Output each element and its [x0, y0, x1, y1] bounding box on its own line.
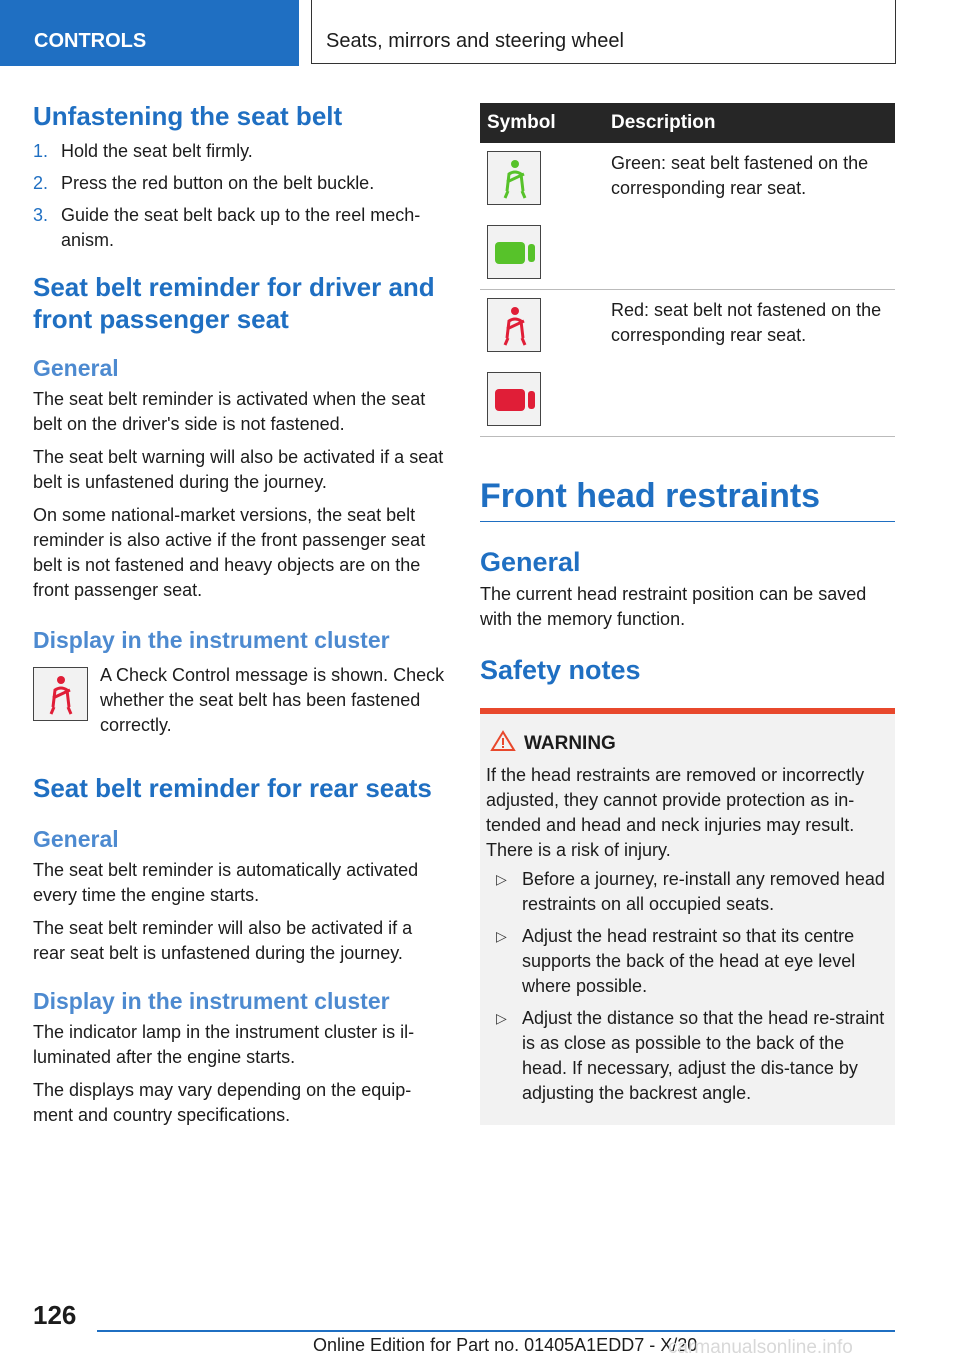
watermark: carmanualsonline.info [668, 1337, 853, 1358]
step-number: 1. [33, 141, 49, 161]
warning-bullet-text: Adjust the distance so that the head re‐straint is as close as possible to the back of the head. If necessary, adjust the dis‐tance by adjusting the backrest angle. [522, 1008, 885, 1103]
step-text: Guide the seat belt back up to the reel mech‐anism. [61, 205, 421, 250]
driver-paragraph: The seat belt warning will also be activated if a seat belt is unfastened during the journey. [33, 447, 444, 492]
driver-display-heading: Display in the instrument cluster [33, 627, 390, 653]
check-control-text: A Check Control message is shown. Check whether the seat belt has been fastened correctly. [100, 665, 445, 735]
step-item [33, 139, 449, 164]
front-general-text: The current head restraint position can be saved with the memory function. [480, 584, 867, 629]
table-header-row [480, 103, 895, 143]
front-head-restraints-heading: Front head restraints [480, 475, 895, 522]
driver-reminder-heading: Seat belt reminder for driver and front passenger seat [33, 272, 435, 334]
rear-display-heading: Display in the instrument cluster [33, 988, 390, 1014]
warning-triangle-icon [490, 730, 516, 757]
warning-text: If the head restraints are removed or incorrectly adjusted, they cannot provide protection as in‐tended and head and neck injuries may result. There is a risk of injury. [486, 765, 865, 860]
footer-divider [97, 1330, 895, 1332]
chapter-title: Seats, mirrors and steering wheel [311, 0, 896, 64]
warning-title: WARNING [524, 732, 616, 754]
rear-seat-red-icon [487, 372, 541, 426]
step-item [33, 171, 449, 196]
step-number: 3. [33, 205, 49, 225]
warning-bullet-text: Adjust the head restraint so that its centre supports the back of the head at eye level where possible. [522, 926, 856, 996]
driver-paragraph: The seat belt reminder is activated when the seat belt on the driver's side is not fastened. [33, 389, 426, 434]
bullet-triangle-icon: ▷ [496, 1010, 507, 1026]
description-column-header: Description [611, 103, 895, 143]
unfasten-heading: Unfastening the seat belt [33, 101, 343, 131]
bullet-triangle-icon: ▷ [496, 871, 507, 887]
safety-notes-heading: Safety notes [480, 655, 641, 685]
seatbelt-warning-icon [33, 667, 88, 721]
unfasten-steps [33, 139, 449, 253]
warning-bullet [486, 867, 887, 917]
left-column [33, 100, 449, 1128]
rear-general-heading: General [33, 826, 119, 852]
step-text: Hold the seat belt firmly. [61, 141, 253, 161]
step-item [33, 203, 449, 253]
driver-general-heading: General [33, 355, 119, 381]
bullet-triangle-icon: ▷ [496, 928, 507, 944]
rear-display-paragraph: The displays may vary depending on the equip‐ment and country specifications. [33, 1080, 412, 1125]
rear-seat-green-icon [487, 225, 541, 279]
front-general-heading: General [480, 547, 581, 577]
warning-bullet [486, 1006, 887, 1106]
rear-reminder-heading: Seat belt reminder for rear seats [33, 773, 432, 803]
step-text: Press the red button on the belt buckle. [61, 173, 375, 193]
warning-bullet [486, 924, 887, 999]
driver-paragraph: On some national-market versions, the seat belt reminder is also active if the front passenger seat belt is not fastened and heavy objects are on the front passenger seat. [33, 505, 426, 600]
table-row [480, 143, 895, 290]
warning-bullets [486, 867, 887, 1106]
rear-paragraph: The seat belt reminder will also be activated if a rear seat belt is unfastened during the journey. [33, 918, 413, 963]
page-number: 126 [33, 1300, 77, 1330]
seatbelt-red-icon [487, 298, 541, 352]
warning-title-row [486, 730, 887, 757]
rear-display-paragraph: The indicator lamp in the instrument cluster is il‐luminated after the engine starts. [33, 1022, 415, 1067]
seatbelt-green-icon [487, 151, 541, 205]
section-tab: CONTROLS [0, 0, 299, 66]
symbol-cell [480, 290, 611, 437]
page-header [0, 0, 960, 66]
warning-bullet-text: Before a journey, re-install any removed head restraints on all occupied seats. [522, 869, 885, 914]
symbol-table [480, 103, 895, 437]
description-cell: Red: seat belt not fastened on the corresponding rear seat. [611, 290, 895, 437]
right-column [480, 103, 895, 1125]
symbol-cell [480, 143, 611, 290]
rear-paragraph: The seat belt reminder is automatically activated every time the engine starts. [33, 860, 419, 905]
symbol-column-header: Symbol [480, 103, 611, 143]
warning-box [480, 708, 895, 1125]
description-cell: Green: seat belt fastened on the corresponding rear seat. [611, 143, 895, 290]
check-control-row [33, 663, 449, 738]
table-row [480, 290, 895, 437]
edition-text: Online Edition for Part no. 01405A1EDD7 - X/20 [313, 1335, 698, 1355]
step-number: 2. [33, 173, 49, 193]
